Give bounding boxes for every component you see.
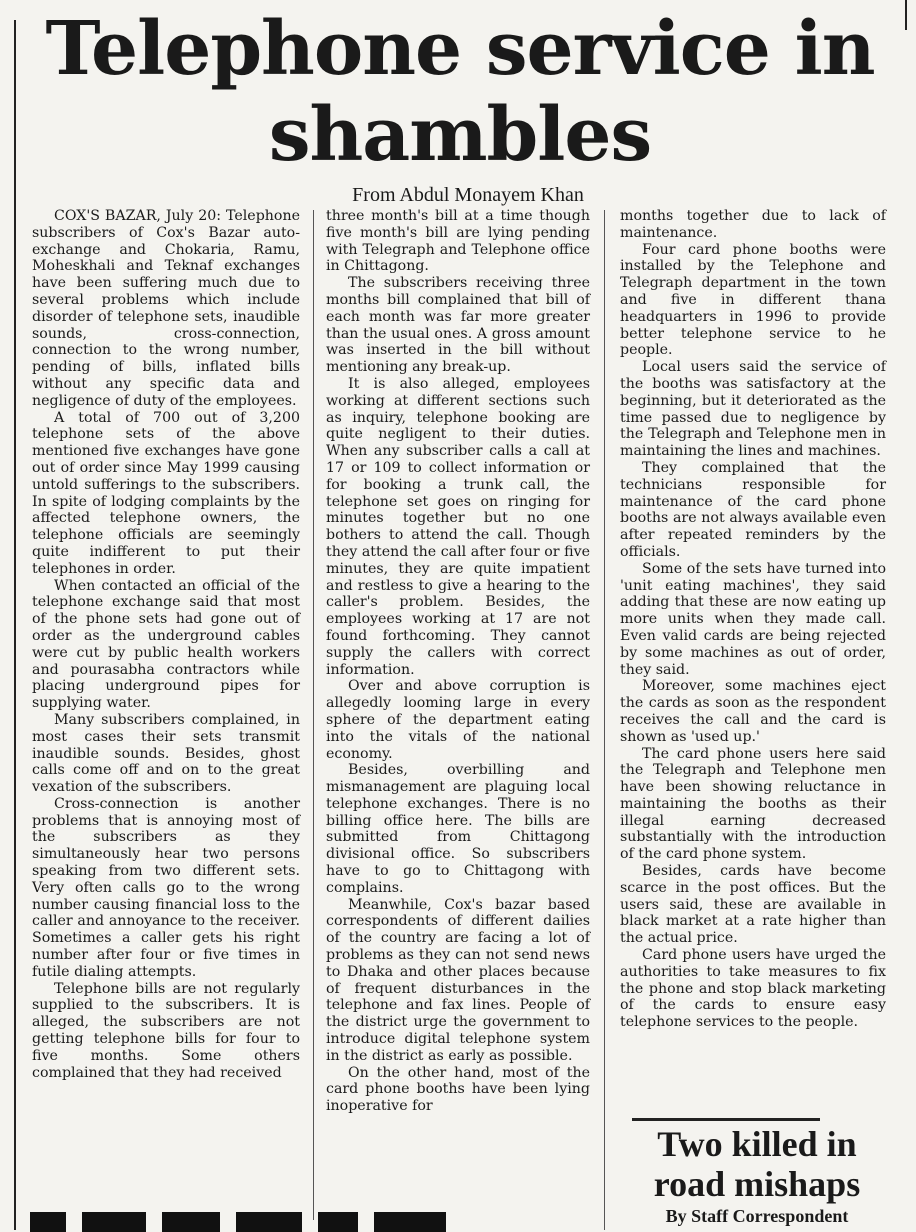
paragraph: Some of the sets have turned into 'unit eating machines', they said adding that these are now eating up more units when they made call. Even valid cards are being rejected by some machines as out of order, they said. (620, 560, 886, 678)
paragraph: When contacted an official of the telephone exchange said that most of the phone sets had gone out of order as the underground cables were cut by public health workers and pourasabha contractors while placing underground pipes for supplying water. (32, 577, 300, 712)
clipping-border-left (14, 20, 16, 1230)
paragraph: COX'S BAZAR, July 20: Telephone subscribers of Cox's Bazar auto-exchange and Chokaria, Ramu, Moheskhali and Teknaf exchanges have been suffering much due to several problems which include disorder of telephone sets, inaudible sounds, cross-connection, connection to the wrong number, pending of bills, inflated bills without any specific data and negligence of duty of the employees. (32, 208, 300, 409)
paragraph: Moreover, some machines eject the cards as soon as the respondent receives the call and the card is shown as 'used up.' (620, 678, 886, 745)
paragraph: months together due to lack of maintenance. (620, 208, 886, 241)
clipping-border-right (905, 0, 907, 30)
paragraph: three month's bill at a time though five month's bill are lying pending with Telegraph and Telephone office in Chittagong. (326, 208, 590, 275)
paragraph: Meanwhile, Cox's bazar based correspondents of different dailies of the country are facing a lot of problems as they can not send news to Dhaka and other places because of frequent disturbances in the telephone and fax lines. People of the district urge the government to introduce digital telephone system in the district as early as possible. (326, 896, 590, 1064)
cropped-next-headline (30, 1212, 590, 1232)
paragraph: The subscribers receiving three months bill complained that bill of each month was far more greater than the usual ones. A gross amount was inserted in the bill without mentioning any break-up. (326, 275, 590, 376)
paragraph: Local users said the service of the booths was satisfactory at the beginning, but it deteriorated as the time passed due to negligence by the Telegraph and Telephone men in maintaining the lines and machines. (620, 359, 886, 460)
column-divider (604, 210, 605, 1230)
paragraph: Cross-connection is another problems that is annoying most of the subscribers as they simultaneously hear two persons speaking from two different sets. Very often calls go to the wrong number causing financial loss to the caller and annoyance to the receiver. Sometimes a caller gets his right number after four or five times in futile dialing attempts. (32, 795, 300, 980)
paragraph: A total of 700 out of 3,200 telephone sets of the above mentioned five exchanges have gone out of order since May 1999 causing untold sufferings to the subscribers. In spite of lodging complaints by the affected telephone owners, the telephone officials are seemingly quite indifferent to put their telephones in order. (32, 409, 300, 577)
paragraph: Card phone users have urged the authorities to take measures to fix the phone and stop black marketing of the cards to ensure easy telephone services to the people. (620, 947, 886, 1031)
article-byline: From Abdul Monayem Khan (352, 184, 584, 206)
paragraph: It is also alleged, employees working at different sections such as inquiry, telephone booking are quite negligent to their duties. When any subscriber calls a call at 17 or 109 to collect information or for booking a trunk call, the telephone set goes on ringing for minutes together but no one bothers to attend the call. Though they attend the call after four or five minutes, they are quite impatient and restless to give a hearing to the caller's problem. Besides, the employees working at 17 are not found forthcoming. They cannot supply the callers with correct information. (326, 375, 590, 678)
paragraph: Besides, cards have become scarce in the post offices. But the users said, these are available in black market at a rate higher than the actual price. (620, 863, 886, 947)
article-column-3 (620, 208, 886, 1031)
side-story-byline: By Staff Correspondent (665, 1206, 849, 1226)
story-divider (632, 1118, 820, 1121)
paragraph: Four card phone booths were installed by the Telephone and Telegraph department in the town and five in different thana headquarters in 1996 to provide better telephone service to he people. (620, 241, 886, 359)
paragraph: The card phone users here said the Telegraph and Telephone men have been showing reluctance in maintaining the booths as their illegal earning decreased substantially with the introduction of the card phone system. (620, 745, 886, 863)
paragraph: Many subscribers complained, in most cases their sets transmit inaudible sounds. Besides, ghost calls come off and on to the great vexation of the subscribers. (32, 711, 300, 796)
paragraph: Besides, overbilling and mismanagement are plaguing local telephone exchanges. There is no billing office here. The bills are submitted from Chittagong divisional office. So subscribers have to go to Chittagong with complains. (326, 762, 590, 896)
article-column-1 (32, 208, 300, 1081)
headline-line-2: shambles (268, 92, 652, 178)
paragraph: On the other hand, most of the card phone booths have been lying inoperative for (326, 1064, 590, 1115)
article-headline (20, 6, 900, 178)
paragraph: Over and above corruption is allegedly looming large in every sphere of the department eating into the vitals of the national economy. (326, 678, 590, 762)
paragraph: They complained that the technicians responsible for maintenance of the card phone booths are not always available even after repeated reminders by the officials. (620, 459, 886, 560)
side-story-headline: Two killed in road mishaps (653, 1124, 861, 1204)
headline-line-1: Telephone service in (45, 6, 875, 92)
column-divider (313, 210, 314, 1220)
article-column-2 (326, 208, 590, 1115)
paragraph: Telephone bills are not regularly supplied to the subscribers. It is alleged, the subscribers are not getting telephone bills for four to five months. Some others complained that they had received (32, 980, 300, 1081)
